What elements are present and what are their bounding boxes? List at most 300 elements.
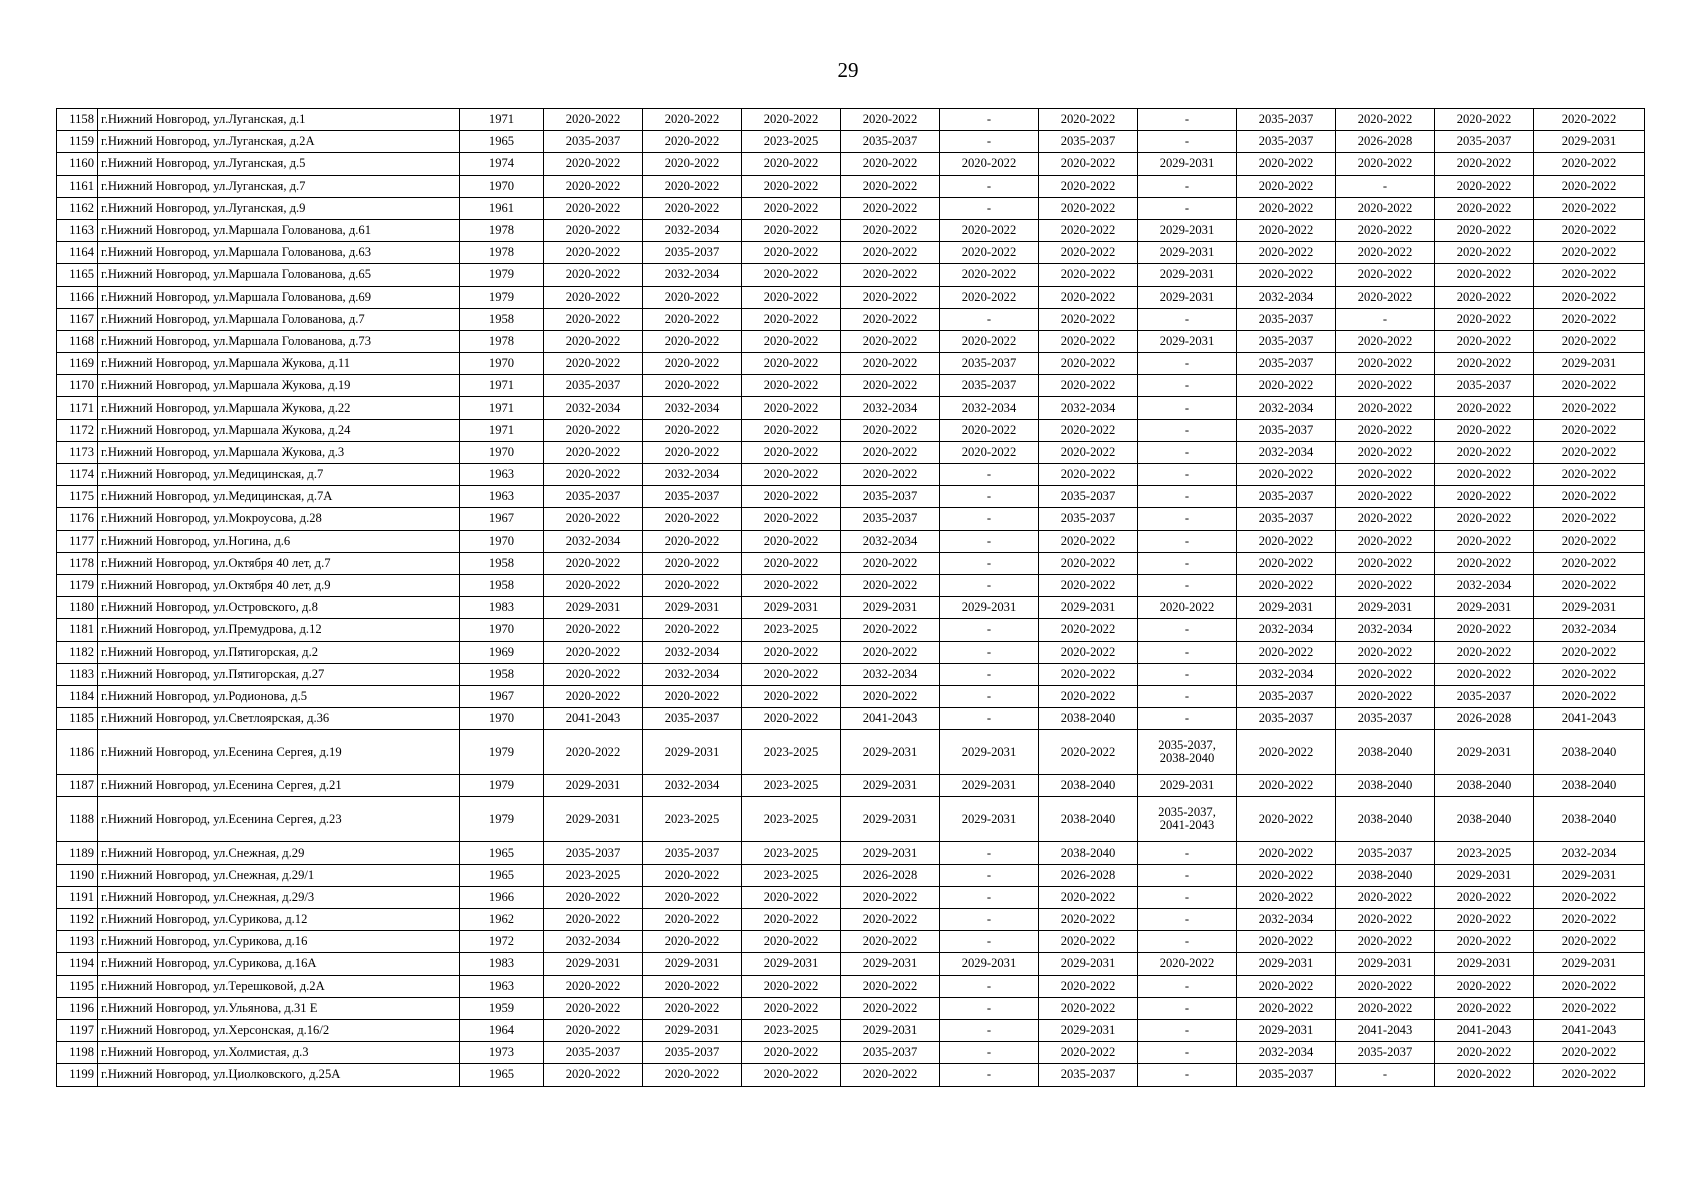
period-3-cell: 2020-2022 [742, 909, 841, 931]
period-9-cell: 2020-2022 [1336, 264, 1435, 286]
address-cell: г.Нижний Новгород, ул.Маршала Голованова, д.65 [98, 264, 460, 286]
address-cell: г.Нижний Новгород, ул.Ногина, д.6 [98, 530, 460, 552]
period-3-cell: 2020-2022 [742, 419, 841, 441]
build-year-cell: 1978 [460, 242, 544, 264]
period-9-cell: 2020-2022 [1336, 330, 1435, 352]
period-10-cell: 2020-2022 [1435, 997, 1534, 1019]
period-2-cell: 2020-2022 [643, 131, 742, 153]
period-3-cell: 2020-2022 [742, 685, 841, 707]
table-row [57, 197, 1645, 219]
period-5-cell: - [940, 931, 1039, 953]
address-cell: г.Нижний Новгород, ул.Есенина Сергея, д.23 [98, 797, 460, 842]
period-8-cell: 2035-2037 [1237, 353, 1336, 375]
period-2-cell: 2035-2037 [643, 242, 742, 264]
period-1-cell: 2020-2022 [544, 419, 643, 441]
period-2-cell: 2020-2022 [643, 109, 742, 131]
period-8-cell: 2020-2022 [1237, 641, 1336, 663]
period-4-cell: 2020-2022 [841, 1064, 940, 1086]
period-7-cell: 2029-2031 [1138, 775, 1237, 797]
table-row [57, 574, 1645, 596]
period-5-cell: 2035-2037 [940, 375, 1039, 397]
row-number-cell: 1180 [57, 597, 98, 619]
period-1-cell: 2020-2022 [544, 286, 643, 308]
period-11-cell: 2020-2022 [1534, 1042, 1645, 1064]
period-10-cell: 2020-2022 [1435, 397, 1534, 419]
address-cell: г.Нижний Новгород, ул.Сурикова, д.12 [98, 909, 460, 931]
period-11-cell: 2020-2022 [1534, 441, 1645, 463]
row-number-cell: 1195 [57, 975, 98, 997]
period-2-cell: 2032-2034 [643, 663, 742, 685]
period-4-cell: 2020-2022 [841, 931, 940, 953]
period-9-cell: 2020-2022 [1336, 685, 1435, 707]
table-body [57, 109, 1645, 1087]
table-row [57, 663, 1645, 685]
period-7-cell: - [1138, 1064, 1237, 1086]
period-10-cell: 2020-2022 [1435, 1042, 1534, 1064]
period-6-cell: 2020-2022 [1039, 931, 1138, 953]
period-9-cell: 2020-2022 [1336, 486, 1435, 508]
table-row [57, 685, 1645, 707]
row-number-cell: 1177 [57, 530, 98, 552]
build-year-cell: 1983 [460, 597, 544, 619]
period-3-cell: 2020-2022 [742, 242, 841, 264]
period-3-cell: 2020-2022 [742, 264, 841, 286]
period-8-cell: 2020-2022 [1237, 153, 1336, 175]
period-3-cell: 2020-2022 [742, 997, 841, 1019]
period-1-cell: 2020-2022 [544, 975, 643, 997]
period-10-cell: 2035-2037 [1435, 131, 1534, 153]
period-3-cell: 2020-2022 [742, 574, 841, 596]
build-year-cell: 1974 [460, 153, 544, 175]
table-row [57, 708, 1645, 730]
period-7-cell: - [1138, 419, 1237, 441]
period-10-cell: 2020-2022 [1435, 353, 1534, 375]
row-number-cell: 1167 [57, 308, 98, 330]
period-6-cell: 2038-2040 [1039, 775, 1138, 797]
period-4-cell: 2020-2022 [841, 685, 940, 707]
period-11-cell: 2020-2022 [1534, 286, 1645, 308]
period-6-cell: 2020-2022 [1039, 308, 1138, 330]
period-5-cell: 2020-2022 [940, 219, 1039, 241]
period-5-cell: 2035-2037 [940, 353, 1039, 375]
period-7-cell: - [1138, 197, 1237, 219]
period-4-cell: 2029-2031 [841, 597, 940, 619]
period-10-cell: 2020-2022 [1435, 619, 1534, 641]
period-10-cell: 2041-2043 [1435, 1019, 1534, 1041]
period-6-cell: 2035-2037 [1039, 1064, 1138, 1086]
period-1-cell: 2020-2022 [544, 109, 643, 131]
period-4-cell: 2020-2022 [841, 574, 940, 596]
period-8-cell: 2032-2034 [1237, 397, 1336, 419]
period-9-cell: - [1336, 1064, 1435, 1086]
period-9-cell: 2035-2037 [1336, 708, 1435, 730]
period-10-cell: 2023-2025 [1435, 842, 1534, 864]
period-6-cell: 2020-2022 [1039, 219, 1138, 241]
period-6-cell: 2035-2037 [1039, 508, 1138, 530]
period-9-cell: 2020-2022 [1336, 663, 1435, 685]
period-1-cell: 2020-2022 [544, 219, 643, 241]
period-8-cell: 2035-2037 [1237, 131, 1336, 153]
period-10-cell: 2020-2022 [1435, 552, 1534, 574]
period-4-cell: 2029-2031 [841, 797, 940, 842]
address-cell: г.Нижний Новгород, ул.Холмистая, д.3 [98, 1042, 460, 1064]
period-5-cell: - [940, 1064, 1039, 1086]
address-cell: г.Нижний Новгород, ул.Циолковского, д.25А [98, 1064, 460, 1086]
table-row [57, 909, 1645, 931]
period-11-cell: 2041-2043 [1534, 1019, 1645, 1041]
period-8-cell: 2020-2022 [1237, 574, 1336, 596]
period-7-cell: - [1138, 931, 1237, 953]
period-6-cell: 2026-2028 [1039, 864, 1138, 886]
period-3-cell: 2023-2025 [742, 131, 841, 153]
period-6-cell: 2020-2022 [1039, 109, 1138, 131]
period-2-cell: 2035-2037 [643, 486, 742, 508]
period-9-cell: 2035-2037 [1336, 1042, 1435, 1064]
build-year-cell: 1958 [460, 574, 544, 596]
period-5-cell: 2029-2031 [940, 730, 1039, 775]
table-row [57, 641, 1645, 663]
period-11-cell: 2029-2031 [1534, 953, 1645, 975]
period-9-cell: 2020-2022 [1336, 530, 1435, 552]
period-2-cell: 2020-2022 [643, 508, 742, 530]
period-10-cell: 2035-2037 [1435, 685, 1534, 707]
period-11-cell: 2029-2031 [1534, 131, 1645, 153]
period-3-cell: 2020-2022 [742, 330, 841, 352]
period-9-cell: 2041-2043 [1336, 1019, 1435, 1041]
row-number-cell: 1191 [57, 886, 98, 908]
period-3-cell: 2020-2022 [742, 931, 841, 953]
row-number-cell: 1179 [57, 574, 98, 596]
period-5-cell: 2029-2031 [940, 953, 1039, 975]
period-6-cell: 2038-2040 [1039, 797, 1138, 842]
table-row [57, 397, 1645, 419]
table-row [57, 464, 1645, 486]
period-6-cell: 2020-2022 [1039, 685, 1138, 707]
table-row [57, 375, 1645, 397]
address-cell: г.Нижний Новгород, ул.Родионова, д.5 [98, 685, 460, 707]
period-11-cell: 2032-2034 [1534, 619, 1645, 641]
period-2-cell: 2029-2031 [643, 953, 742, 975]
period-8-cell: 2020-2022 [1237, 997, 1336, 1019]
period-4-cell: 2032-2034 [841, 663, 940, 685]
row-number-cell: 1176 [57, 508, 98, 530]
address-cell: г.Нижний Новгород, ул.Херсонская, д.16/2 [98, 1019, 460, 1041]
period-4-cell: 2035-2037 [841, 1042, 940, 1064]
period-2-cell: 2032-2034 [643, 641, 742, 663]
period-11-cell: 2029-2031 [1534, 353, 1645, 375]
row-number-cell: 1175 [57, 486, 98, 508]
period-3-cell: 2020-2022 [742, 353, 841, 375]
period-9-cell: 2029-2031 [1336, 597, 1435, 619]
period-11-cell: 2020-2022 [1534, 330, 1645, 352]
period-9-cell: - [1336, 175, 1435, 197]
period-5-cell: 2020-2022 [940, 242, 1039, 264]
period-11-cell: 2020-2022 [1534, 685, 1645, 707]
period-10-cell: 2020-2022 [1435, 464, 1534, 486]
row-number-cell: 1172 [57, 419, 98, 441]
period-2-cell: 2020-2022 [643, 619, 742, 641]
period-10-cell: 2020-2022 [1435, 486, 1534, 508]
period-4-cell: 2020-2022 [841, 286, 940, 308]
row-number-cell: 1158 [57, 109, 98, 131]
period-1-cell: 2020-2022 [544, 730, 643, 775]
period-8-cell: 2035-2037 [1237, 109, 1336, 131]
table-row [57, 730, 1645, 775]
build-year-cell: 1971 [460, 397, 544, 419]
table-row [57, 486, 1645, 508]
address-cell: г.Нижний Новгород, ул.Островского, д.8 [98, 597, 460, 619]
period-3-cell: 2020-2022 [742, 552, 841, 574]
period-3-cell: 2020-2022 [742, 109, 841, 131]
build-year-cell: 1958 [460, 552, 544, 574]
period-8-cell: 2035-2037 [1237, 486, 1336, 508]
period-3-cell: 2023-2025 [742, 797, 841, 842]
build-year-cell: 1971 [460, 419, 544, 441]
period-7-cell: - [1138, 619, 1237, 641]
address-cell: г.Нижний Новгород, ул.Маршала Голованова, д.7 [98, 308, 460, 330]
period-6-cell: 2020-2022 [1039, 242, 1138, 264]
period-2-cell: 2020-2022 [643, 153, 742, 175]
period-9-cell: 2035-2037 [1336, 842, 1435, 864]
period-1-cell: 2035-2037 [544, 1042, 643, 1064]
period-9-cell: 2026-2028 [1336, 131, 1435, 153]
period-7-cell: - [1138, 641, 1237, 663]
period-8-cell: 2029-2031 [1237, 1019, 1336, 1041]
period-6-cell: 2035-2037 [1039, 131, 1138, 153]
period-7-cell: 2029-2031 [1138, 330, 1237, 352]
address-cell: г.Нижний Новгород, ул.Ульянова, д.31 Е [98, 997, 460, 1019]
table-row [57, 775, 1645, 797]
build-year-cell: 1967 [460, 685, 544, 707]
period-5-cell: 2020-2022 [940, 153, 1039, 175]
table-row [57, 886, 1645, 908]
period-2-cell: 2020-2022 [643, 330, 742, 352]
period-4-cell: 2020-2022 [841, 997, 940, 1019]
address-cell: г.Нижний Новгород, ул.Сурикова, д.16 [98, 931, 460, 953]
period-8-cell: 2035-2037 [1237, 1064, 1336, 1086]
period-5-cell: 2029-2031 [940, 797, 1039, 842]
period-10-cell: 2029-2031 [1435, 864, 1534, 886]
period-2-cell: 2020-2022 [643, 864, 742, 886]
period-1-cell: 2032-2034 [544, 397, 643, 419]
address-cell: г.Нижний Новгород, ул.Маршала Жукова, д.19 [98, 375, 460, 397]
period-11-cell: 2020-2022 [1534, 641, 1645, 663]
period-9-cell: 2020-2022 [1336, 441, 1435, 463]
period-1-cell: 2020-2022 [544, 175, 643, 197]
address-cell: г.Нижний Новгород, ул.Пятигорская, д.27 [98, 663, 460, 685]
period-3-cell: 2020-2022 [742, 486, 841, 508]
period-10-cell: 2020-2022 [1435, 197, 1534, 219]
row-number-cell: 1161 [57, 175, 98, 197]
period-10-cell: 2038-2040 [1435, 775, 1534, 797]
period-1-cell: 2020-2022 [544, 909, 643, 931]
period-10-cell: 2020-2022 [1435, 308, 1534, 330]
period-11-cell: 2020-2022 [1534, 975, 1645, 997]
build-year-cell: 1970 [460, 619, 544, 641]
period-7-cell: 2029-2031 [1138, 264, 1237, 286]
period-5-cell: - [940, 708, 1039, 730]
period-7-cell: - [1138, 109, 1237, 131]
period-3-cell: 2023-2025 [742, 775, 841, 797]
period-9-cell: 2020-2022 [1336, 574, 1435, 596]
build-year-cell: 1963 [460, 975, 544, 997]
period-11-cell: 2020-2022 [1534, 552, 1645, 574]
period-5-cell: - [940, 997, 1039, 1019]
address-cell: г.Нижний Новгород, ул.Снежная, д.29 [98, 842, 460, 864]
period-1-cell: 2035-2037 [544, 131, 643, 153]
period-10-cell: 2032-2034 [1435, 574, 1534, 596]
period-9-cell: 2020-2022 [1336, 886, 1435, 908]
address-cell: г.Нижний Новгород, ул.Октября 40 лет, д.7 [98, 552, 460, 574]
period-7-cell: - [1138, 530, 1237, 552]
period-2-cell: 2020-2022 [643, 375, 742, 397]
period-9-cell: 2020-2022 [1336, 508, 1435, 530]
period-11-cell: 2020-2022 [1534, 909, 1645, 931]
period-2-cell: 2029-2031 [643, 730, 742, 775]
period-2-cell: 2020-2022 [643, 419, 742, 441]
period-2-cell: 2035-2037 [643, 1042, 742, 1064]
period-10-cell: 2020-2022 [1435, 109, 1534, 131]
period-3-cell: 2020-2022 [742, 375, 841, 397]
period-10-cell: 2020-2022 [1435, 219, 1534, 241]
period-2-cell: 2032-2034 [643, 397, 742, 419]
row-number-cell: 1197 [57, 1019, 98, 1041]
address-cell: г.Нижний Новгород, ул.Маршала Голованова, д.69 [98, 286, 460, 308]
row-number-cell: 1164 [57, 242, 98, 264]
period-9-cell: 2020-2022 [1336, 286, 1435, 308]
period-4-cell: 2020-2022 [841, 464, 940, 486]
period-7-cell: - [1138, 842, 1237, 864]
period-3-cell: 2020-2022 [742, 441, 841, 463]
period-1-cell: 2041-2043 [544, 708, 643, 730]
period-1-cell: 2020-2022 [544, 353, 643, 375]
period-6-cell: 2020-2022 [1039, 175, 1138, 197]
row-number-cell: 1199 [57, 1064, 98, 1086]
row-number-cell: 1185 [57, 708, 98, 730]
period-1-cell: 2020-2022 [544, 264, 643, 286]
build-year-cell: 1979 [460, 797, 544, 842]
period-4-cell: 2020-2022 [841, 375, 940, 397]
period-11-cell: 2020-2022 [1534, 109, 1645, 131]
address-cell: г.Нижний Новгород, ул.Сурикова, д.16А [98, 953, 460, 975]
period-5-cell: - [940, 574, 1039, 596]
period-8-cell: 2032-2034 [1237, 619, 1336, 641]
row-number-cell: 1181 [57, 619, 98, 641]
row-number-cell: 1169 [57, 353, 98, 375]
period-4-cell: 2020-2022 [841, 353, 940, 375]
period-4-cell: 2032-2034 [841, 397, 940, 419]
period-8-cell: 2035-2037 [1237, 308, 1336, 330]
period-3-cell: 2020-2022 [742, 175, 841, 197]
period-6-cell: 2020-2022 [1039, 197, 1138, 219]
row-number-cell: 1186 [57, 730, 98, 775]
build-year-cell: 1979 [460, 730, 544, 775]
period-8-cell: 2035-2037 [1237, 685, 1336, 707]
period-2-cell: 2020-2022 [643, 441, 742, 463]
period-11-cell: 2020-2022 [1534, 419, 1645, 441]
period-5-cell: - [940, 864, 1039, 886]
period-8-cell: 2029-2031 [1237, 597, 1336, 619]
period-7-cell: - [1138, 552, 1237, 574]
period-5-cell: - [940, 641, 1039, 663]
address-cell: г.Нижний Новгород, ул.Снежная, д.29/3 [98, 886, 460, 908]
row-number-cell: 1174 [57, 464, 98, 486]
table-row [57, 264, 1645, 286]
period-10-cell: 2038-2040 [1435, 797, 1534, 842]
period-1-cell: 2020-2022 [544, 552, 643, 574]
period-4-cell: 2020-2022 [841, 619, 940, 641]
period-6-cell: 2038-2040 [1039, 708, 1138, 730]
period-2-cell: 2020-2022 [643, 353, 742, 375]
period-1-cell: 2023-2025 [544, 864, 643, 886]
period-8-cell: 2020-2022 [1237, 864, 1336, 886]
period-6-cell: 2020-2022 [1039, 574, 1138, 596]
build-year-cell: 1959 [460, 997, 544, 1019]
period-5-cell: - [940, 1019, 1039, 1041]
period-6-cell: 2029-2031 [1039, 1019, 1138, 1041]
period-7-cell: - [1138, 1042, 1237, 1064]
period-7-cell: - [1138, 909, 1237, 931]
build-year-cell: 1979 [460, 775, 544, 797]
build-year-cell: 1958 [460, 663, 544, 685]
period-9-cell: 2020-2022 [1336, 931, 1435, 953]
period-2-cell: 2029-2031 [643, 597, 742, 619]
table-row [57, 975, 1645, 997]
row-number-cell: 1193 [57, 931, 98, 953]
period-5-cell: 2020-2022 [940, 419, 1039, 441]
period-6-cell: 2020-2022 [1039, 552, 1138, 574]
period-9-cell: 2020-2022 [1336, 219, 1435, 241]
build-year-cell: 1969 [460, 641, 544, 663]
period-3-cell: 2023-2025 [742, 619, 841, 641]
period-4-cell: 2020-2022 [841, 242, 940, 264]
table-row [57, 864, 1645, 886]
period-1-cell: 2020-2022 [544, 997, 643, 1019]
period-2-cell: 2020-2022 [643, 931, 742, 953]
period-2-cell: 2020-2022 [643, 1064, 742, 1086]
row-number-cell: 1171 [57, 397, 98, 419]
period-2-cell: 2020-2022 [643, 909, 742, 931]
period-9-cell: 2020-2022 [1336, 242, 1435, 264]
period-8-cell: 2035-2037 [1237, 708, 1336, 730]
period-7-cell: - [1138, 708, 1237, 730]
period-8-cell: 2020-2022 [1237, 175, 1336, 197]
table-row [57, 419, 1645, 441]
table-row [57, 552, 1645, 574]
period-2-cell: 2020-2022 [643, 308, 742, 330]
period-7-cell: - [1138, 864, 1237, 886]
period-3-cell: 2020-2022 [742, 219, 841, 241]
period-7-cell: 2035-2037, 2041-2043 [1138, 797, 1237, 842]
table-row [57, 597, 1645, 619]
table-row [57, 953, 1645, 975]
period-11-cell: 2020-2022 [1534, 931, 1645, 953]
period-4-cell: 2020-2022 [841, 441, 940, 463]
build-year-cell: 1966 [460, 886, 544, 908]
period-8-cell: 2020-2022 [1237, 842, 1336, 864]
period-1-cell: 2029-2031 [544, 775, 643, 797]
table-row [57, 353, 1645, 375]
period-6-cell: 2035-2037 [1039, 486, 1138, 508]
period-4-cell: 2020-2022 [841, 109, 940, 131]
build-year-cell: 1983 [460, 953, 544, 975]
period-6-cell: 2029-2031 [1039, 953, 1138, 975]
period-9-cell: 2038-2040 [1336, 775, 1435, 797]
build-year-cell: 1972 [460, 931, 544, 953]
row-number-cell: 1192 [57, 909, 98, 931]
period-11-cell: 2029-2031 [1534, 864, 1645, 886]
period-9-cell: 2038-2040 [1336, 864, 1435, 886]
